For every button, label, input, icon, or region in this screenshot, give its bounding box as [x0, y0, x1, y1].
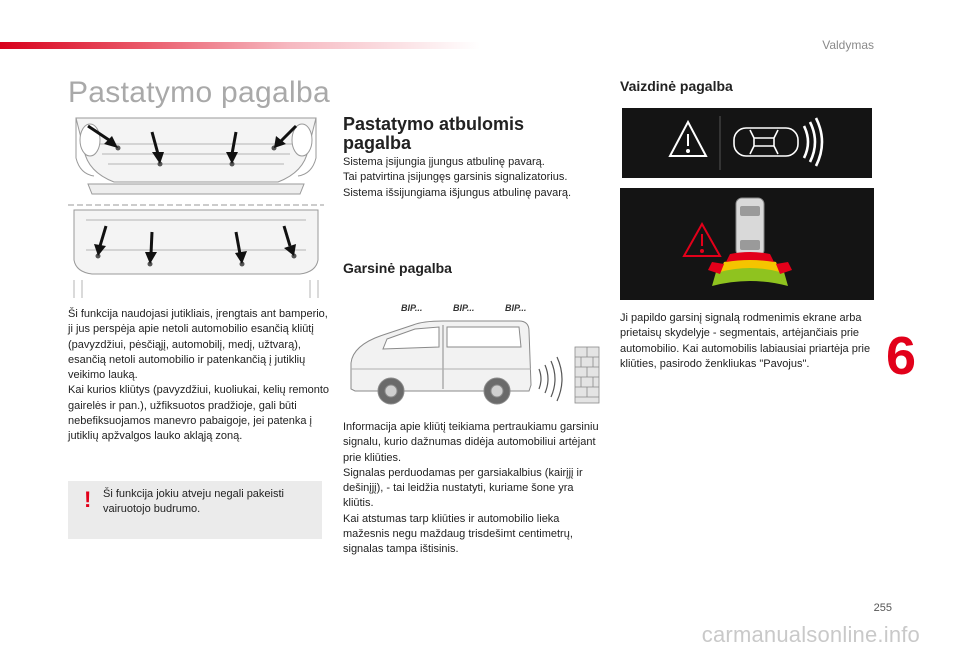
beep-label-2: BIP... [453, 303, 475, 313]
intro-paragraph-1: Ši funkcija naudojasi jutikliais, įrengtais ant bamperio, ji jus perspėja apie netoli automobilio esančią kliūtį (pavyzdžiui, pėsčiąjį, automobilį, medį, užtvarą), esančią netoli automobilio ir patenkančią į jutiklių veikimo lauką. [68, 308, 328, 382]
car-top-view-icon [736, 198, 764, 256]
audio-assist-paragraph-1: Informacija apie kliūtį teikiama pertraukiamu garsiniu signalu, kurio dažnumas didėja automobiliui artėjant prie kliūties. [343, 421, 599, 464]
chapter-number: 6 [886, 326, 917, 386]
page-title: Pastatymo pagalba [68, 76, 330, 109]
audio-assist-text [343, 420, 605, 558]
page-number: 255 [873, 602, 892, 614]
bumper-sensors-figure [68, 110, 324, 300]
van-beep-figure [343, 295, 605, 415]
rear-assist-text [343, 155, 605, 201]
warning-text: Ši funkcija jokiu atveju negali pakeisti vairuotojo budrumo. [103, 488, 284, 516]
audio-assist-paragraph-2: Signalas perduodamas per garsiakalbius (kairįjį ir dešinįjį), - tai leidžia nustatyti, kuriame šone yra kliūtis. [343, 466, 583, 510]
rear-assist-line-3: Sistema išsijungiama išjungus atbulinę pavarą. [343, 186, 572, 199]
intro-text [68, 307, 330, 445]
warning-box [68, 481, 322, 539]
beep-label-1: BIP... [401, 303, 423, 313]
rear-assist-heading: Pastatymo atbulomis pagalba [343, 114, 525, 153]
sound-waves [539, 357, 562, 401]
intro-paragraph-2: Kai kurios kliūtys (pavyzdžiui, kuoliukai, kelių remonto gairelės ir pan.), užfiksuotos pradžioje, gali būti nebefiksuojamos manevro pabaigoje, jei patenka į jutiklių apžvalgos lauko akląją zoną. [68, 384, 330, 443]
visual-assist-text: Ji papildo garsinį signalą rodmenimis ekrane arba prietaisų skydelyje - segmentais, artėjančiais prie automobilio. Kai automobilis labiausiai priartėja prie kliūties, pasirodo ženkliukas "Pavojus". [620, 312, 871, 370]
watermark: carmanualsonline.info [701, 622, 920, 647]
header-accent-bar [0, 42, 480, 49]
wall-obstacle [575, 347, 599, 403]
section-name: Valdymas [822, 38, 874, 52]
warning-icon: ! [84, 487, 92, 512]
audio-assist-paragraph-3: Kai atstumas tarp kliūties ir automobilio lieka mažesnis negu maždaug trisdešimt centimetrų, signalas tampa ištisinis. [343, 512, 573, 556]
dashboard-screen-figure [622, 108, 872, 178]
rear-assist-line-2: Tai patvirtina įsijungęs garsinis signalizatorius. [343, 171, 568, 184]
audio-assist-heading: Garsinė pagalba [343, 260, 452, 276]
cluster-screen-figure [620, 188, 874, 300]
rear-assist-line-1: Sistema įsijungia įjungus atbulinę pavarą. [343, 156, 545, 168]
visual-assist-heading: Vaizdinė pagalba [620, 78, 733, 94]
beep-label-3: BIP... [505, 303, 527, 313]
van-icon [351, 321, 531, 404]
